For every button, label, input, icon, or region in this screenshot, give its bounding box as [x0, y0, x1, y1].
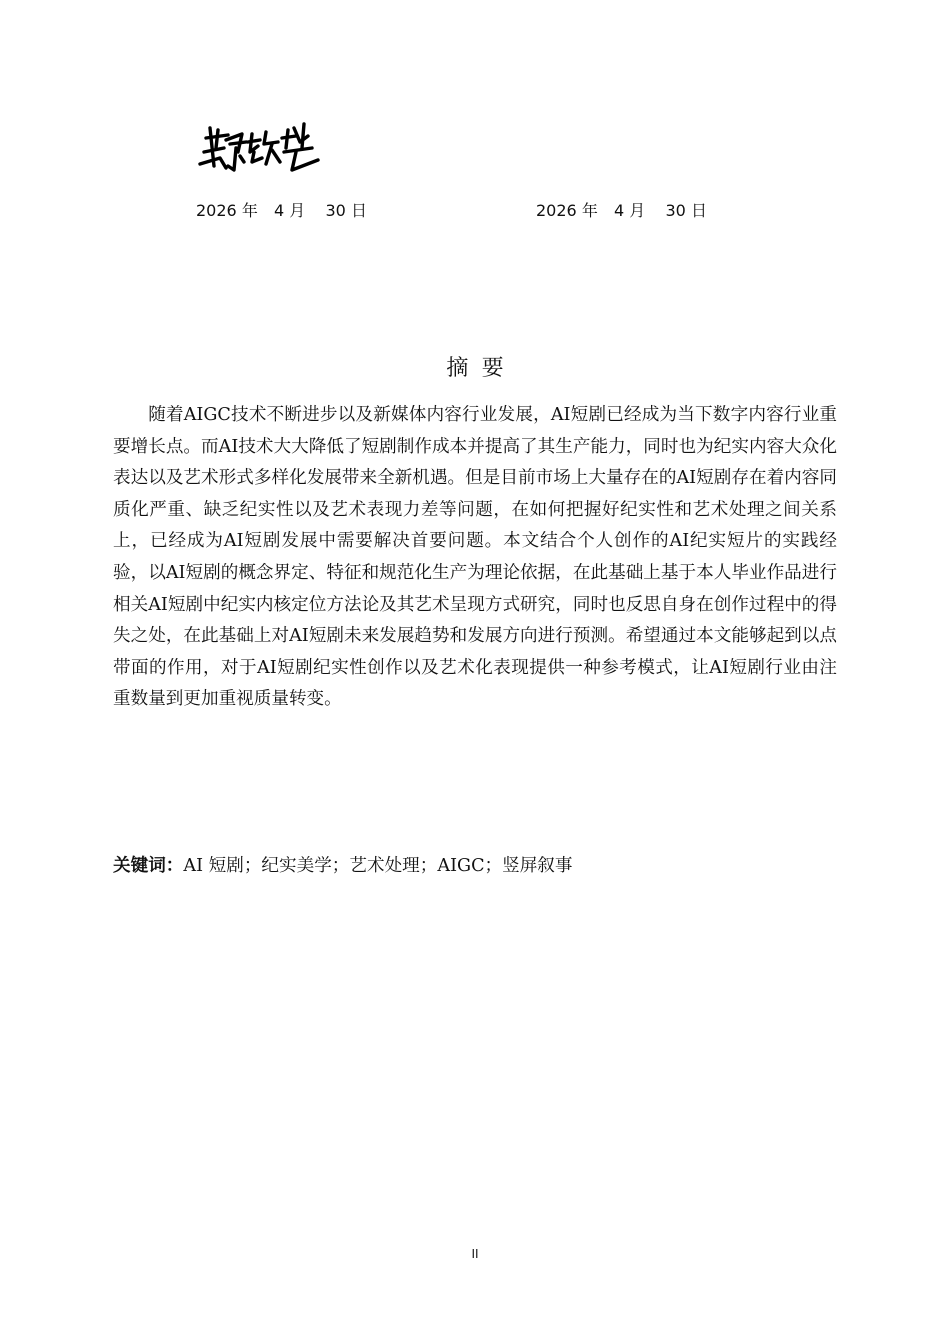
date-right-day-unit: 日 — [690, 201, 707, 220]
date-left-month: 4 — [274, 201, 285, 220]
date-right-year: 2026 — [536, 201, 577, 220]
date-right-day: 30 — [665, 201, 686, 220]
date-left-day: 30 — [325, 201, 346, 220]
keywords-label: 关键词： — [113, 856, 184, 876]
page-number: II — [471, 1247, 479, 1261]
keywords-value: AI 短剧；纪实美学；艺术处理；AIGC；竖屏叙事 — [183, 856, 573, 876]
keywords — [113, 852, 837, 880]
handwritten-signature — [196, 118, 324, 178]
date-left-day-unit: 日 — [350, 201, 367, 220]
date-right-month: 4 — [614, 201, 625, 220]
date-left-month-unit: 月 — [289, 201, 306, 220]
date-right-month-unit: 月 — [629, 201, 646, 220]
date-left-year: 2026 — [196, 201, 237, 220]
abstract-title: 摘要 — [446, 356, 517, 381]
date-right-year-unit: 年 — [581, 201, 598, 220]
date-left-year-unit: 年 — [241, 201, 258, 220]
handwritten-signature-icon — [196, 118, 324, 178]
date-left — [196, 200, 367, 222]
date-right — [536, 200, 707, 222]
abstract-body: 随着AIGC技术不断进步以及新媒体内容行业发展，AI短剧已经成为当下数字内容行业重要增长点。而AI技术大大降低了短剧制作成本并提高了其生产能力，同时也为纪实内容大众化表达以及艺术形式多样化发展带来全新机遇。但是目前市场上大量存在的AI短剧存在着内容同质化严重、缺乏纪实性以及艺术表现力差等问题，在如何把握好纪实性和艺术处理之间关系上，已经成为AI短剧发展中需要解决首要问题。本文结合个人创作的AI纪实短片的实践经验，以AI短剧的概念界定、特征和规范化生产为理论依据，在此基础上基于本人毕业作品进行相关AI短剧中纪实内核定位方法论及其艺术呈现方式研究，同时也反思自身在创作过程中的得失之处，在此基础上对AI短剧未来发展趋势和发展方向进行预测。希望通过本文能够起到以点带面的作用，对于AI短剧纪实性创作以及艺术化表现提供一种参考模式，让AI短剧行业由注重数量到更加重视质量转变。 — [113, 405, 837, 710]
